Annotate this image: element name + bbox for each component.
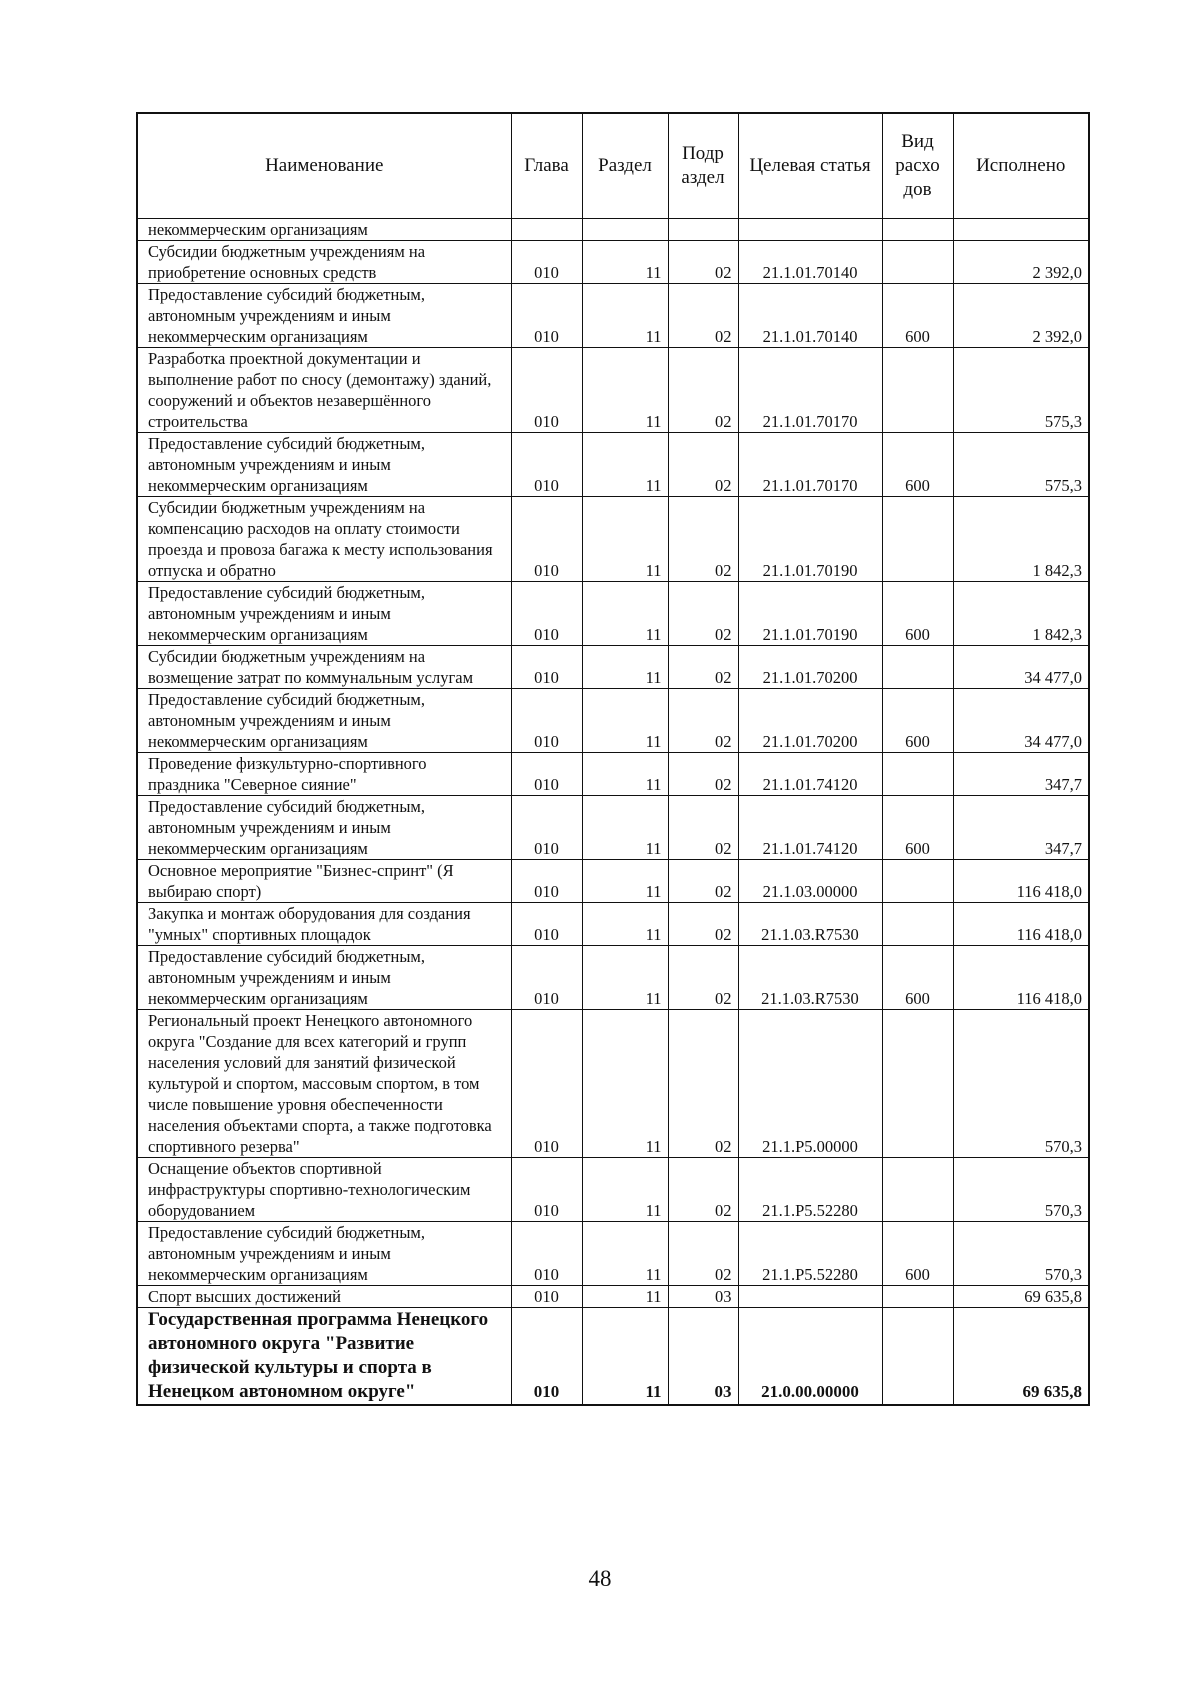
header-naimenovanie: Наименование — [137, 113, 511, 219]
row-glava-cell: 010 — [511, 582, 582, 646]
row-podrazdel-cell: 03 — [668, 1308, 738, 1406]
row-razdel-cell: 11 — [582, 860, 668, 903]
row-razdel-cell: 11 — [582, 241, 668, 284]
row-statya-cell — [738, 219, 882, 241]
row-statya-cell: 21.1.01.70200 — [738, 689, 882, 753]
row-podrazdel-cell: 02 — [668, 1010, 738, 1158]
row-ispolneno-cell: 116 418,0 — [953, 860, 1089, 903]
row-glava-cell: 010 — [511, 1158, 582, 1222]
row-name-cell: Предоставление субсидий бюджетным, автономным учреждениям и иным некоммерческим организациям — [137, 946, 511, 1010]
row-ispolneno-cell: 575,3 — [953, 433, 1089, 497]
row-ispolneno-cell: 69 635,8 — [953, 1308, 1089, 1406]
row-razdel-cell: 11 — [582, 753, 668, 796]
table-row — [137, 497, 1089, 582]
row-razdel-cell: 11 — [582, 796, 668, 860]
row-vid-cell — [882, 241, 953, 284]
row-name-cell: Предоставление субсидий бюджетным, автономным учреждениям и иным некоммерческим организациям — [137, 689, 511, 753]
row-podrazdel-cell: 02 — [668, 497, 738, 582]
header-glava: Глава — [511, 113, 582, 219]
row-podrazdel-cell: 02 — [668, 433, 738, 497]
header-razdel: Раздел — [582, 113, 668, 219]
row-podrazdel-cell: 02 — [668, 1158, 738, 1222]
row-statya-cell: 21.1.03.00000 — [738, 860, 882, 903]
header-podrazdel: Подр аздел — [668, 113, 738, 219]
row-ispolneno-cell: 1 842,3 — [953, 497, 1089, 582]
table-row — [137, 946, 1089, 1010]
row-ispolneno-cell: 570,3 — [953, 1158, 1089, 1222]
row-ispolneno-cell: 69 635,8 — [953, 1286, 1089, 1308]
row-glava-cell: 010 — [511, 1010, 582, 1158]
table-row — [137, 1010, 1089, 1158]
row-vid-cell: 600 — [882, 1222, 953, 1286]
row-statya-cell: 21.1.03.R7530 — [738, 946, 882, 1010]
budget-table — [136, 112, 1090, 1406]
row-name-cell: Предоставление субсидий бюджетным, автономным учреждениям и иным некоммерческим организациям — [137, 796, 511, 860]
row-vid-cell — [882, 753, 953, 796]
table-row — [137, 1308, 1089, 1406]
row-name-cell: Предоставление субсидий бюджетным, автономным учреждениям и иным некоммерческим организациям — [137, 582, 511, 646]
row-statya-cell: 21.1.P5.00000 — [738, 1010, 882, 1158]
table-row — [137, 796, 1089, 860]
row-name-cell: Государственная программа Ненецкого автономного округа "Развитие физической культуры и спорта в Ненецком автономном округе" — [137, 1308, 511, 1406]
row-statya-cell: 21.0.00.00000 — [738, 1308, 882, 1406]
row-statya-cell: 21.1.03.R7530 — [738, 903, 882, 946]
row-name-cell: Оснащение объектов спортивной инфраструктуры спортивно-технологическим оборудованием — [137, 1158, 511, 1222]
row-razdel-cell: 11 — [582, 689, 668, 753]
row-podrazdel-cell: 02 — [668, 1222, 738, 1286]
row-statya-cell: 21.1.01.70140 — [738, 284, 882, 348]
row-podrazdel-cell: 02 — [668, 582, 738, 646]
row-glava-cell: 010 — [511, 689, 582, 753]
row-vid-cell: 600 — [882, 946, 953, 1010]
row-vid-cell: 600 — [882, 582, 953, 646]
table-row — [137, 1158, 1089, 1222]
table-row — [137, 433, 1089, 497]
row-name-cell: Предоставление субсидий бюджетным, автономным учреждениям и иным некоммерческим организациям — [137, 284, 511, 348]
table-row — [137, 860, 1089, 903]
row-podrazdel-cell: 02 — [668, 689, 738, 753]
row-statya-cell: 21.1.01.70170 — [738, 348, 882, 433]
row-statya-cell — [738, 1286, 882, 1308]
row-razdel-cell: 11 — [582, 284, 668, 348]
header-celevaya-statya: Целевая статья — [738, 113, 882, 219]
table-row — [137, 689, 1089, 753]
row-name-cell: Предоставление субсидий бюджетным, автономным учреждениям и иным некоммерческим организациям — [137, 433, 511, 497]
row-vid-cell: 600 — [882, 689, 953, 753]
row-statya-cell: 21.1.P5.52280 — [738, 1222, 882, 1286]
row-name-cell: Разработка проектной документации и выполнение работ по сносу (демонтажу) зданий, сооружений и объектов незавершённого строительства — [137, 348, 511, 433]
row-razdel-cell — [582, 219, 668, 241]
row-glava-cell — [511, 219, 582, 241]
row-razdel-cell: 11 — [582, 903, 668, 946]
table-row — [137, 219, 1089, 241]
table-row — [137, 646, 1089, 689]
row-razdel-cell: 11 — [582, 348, 668, 433]
row-vid-cell — [882, 1010, 953, 1158]
page-number: 48 — [588, 1566, 612, 1591]
row-ispolneno-cell: 347,7 — [953, 753, 1089, 796]
row-podrazdel-cell: 02 — [668, 753, 738, 796]
row-ispolneno-cell: 570,3 — [953, 1222, 1089, 1286]
row-statya-cell: 21.1.01.70140 — [738, 241, 882, 284]
row-ispolneno-cell — [953, 219, 1089, 241]
table-row — [137, 348, 1089, 433]
row-podrazdel-cell: 03 — [668, 1286, 738, 1308]
row-vid-cell: 600 — [882, 433, 953, 497]
row-vid-cell — [882, 646, 953, 689]
row-ispolneno-cell: 34 477,0 — [953, 689, 1089, 753]
row-razdel-cell: 11 — [582, 1308, 668, 1406]
row-glava-cell: 010 — [511, 497, 582, 582]
row-statya-cell: 21.1.01.70170 — [738, 433, 882, 497]
row-glava-cell: 010 — [511, 903, 582, 946]
row-glava-cell: 010 — [511, 796, 582, 860]
row-razdel-cell: 11 — [582, 1286, 668, 1308]
row-glava-cell: 010 — [511, 946, 582, 1010]
row-glava-cell: 010 — [511, 1308, 582, 1406]
row-name-cell: Региональный проект Ненецкого автономного округа "Создание для всех категорий и групп населения условий для занятий физической культурой и спортом, массовым спортом, в том числе повышение уровня обеспеченности населения объектами спорта, а также подготовка спортивного резерва" — [137, 1010, 511, 1158]
row-name-cell: Субсидии бюджетным учреждениям на компенсацию расходов на оплату стоимости проезда и провоза багажа к месту использования отпуска и обратно — [137, 497, 511, 582]
row-glava-cell: 010 — [511, 646, 582, 689]
row-vid-cell — [882, 497, 953, 582]
row-podrazdel-cell: 02 — [668, 946, 738, 1010]
row-ispolneno-cell: 2 392,0 — [953, 241, 1089, 284]
row-podrazdel-cell: 02 — [668, 284, 738, 348]
row-vid-cell — [882, 1308, 953, 1406]
row-vid-cell: 600 — [882, 796, 953, 860]
table-row — [137, 1222, 1089, 1286]
row-podrazdel-cell: 02 — [668, 860, 738, 903]
row-ispolneno-cell: 116 418,0 — [953, 946, 1089, 1010]
table-row — [137, 284, 1089, 348]
table-row — [137, 753, 1089, 796]
row-vid-cell — [882, 348, 953, 433]
row-podrazdel-cell: 02 — [668, 646, 738, 689]
row-statya-cell: 21.1.P5.52280 — [738, 1158, 882, 1222]
row-name-cell: Субсидии бюджетным учреждениям на приобретение основных средств — [137, 241, 511, 284]
row-vid-cell — [882, 1158, 953, 1222]
row-vid-cell — [882, 860, 953, 903]
row-name-cell: Закупка и монтаж оборудования для создания "умных" спортивных площадок — [137, 903, 511, 946]
table-row — [137, 903, 1089, 946]
row-name-cell: Проведение физкультурно-спортивного праздника "Северное сияние" — [137, 753, 511, 796]
row-vid-cell — [882, 219, 953, 241]
row-statya-cell: 21.1.01.70190 — [738, 582, 882, 646]
row-podrazdel-cell: 02 — [668, 348, 738, 433]
row-razdel-cell: 11 — [582, 646, 668, 689]
row-glava-cell: 010 — [511, 753, 582, 796]
table-body — [137, 219, 1089, 1406]
row-podrazdel-cell: 02 — [668, 796, 738, 860]
row-ispolneno-cell: 116 418,0 — [953, 903, 1089, 946]
row-podrazdel-cell — [668, 219, 738, 241]
row-statya-cell: 21.1.01.74120 — [738, 796, 882, 860]
row-ispolneno-cell: 570,3 — [953, 1010, 1089, 1158]
row-name-cell: Субсидии бюджетным учреждениям на возмещение затрат по коммунальным услугам — [137, 646, 511, 689]
row-statya-cell: 21.1.01.74120 — [738, 753, 882, 796]
row-glava-cell: 010 — [511, 241, 582, 284]
row-ispolneno-cell: 2 392,0 — [953, 284, 1089, 348]
row-ispolneno-cell: 1 842,3 — [953, 582, 1089, 646]
row-ispolneno-cell: 575,3 — [953, 348, 1089, 433]
row-razdel-cell: 11 — [582, 433, 668, 497]
row-statya-cell: 21.1.01.70190 — [738, 497, 882, 582]
row-vid-cell — [882, 903, 953, 946]
row-statya-cell: 21.1.01.70200 — [738, 646, 882, 689]
header-vid-rashodov: Вид расхо дов — [882, 113, 953, 219]
row-ispolneno-cell: 34 477,0 — [953, 646, 1089, 689]
row-name-cell: Основное мероприятие "Бизнес-спринт" (Я выбираю спорт) — [137, 860, 511, 903]
table-row — [137, 241, 1089, 284]
row-razdel-cell: 11 — [582, 1158, 668, 1222]
row-razdel-cell: 11 — [582, 1010, 668, 1158]
row-glava-cell: 010 — [511, 1222, 582, 1286]
table-header-row — [137, 113, 1089, 219]
table-row — [137, 1286, 1089, 1308]
row-name-cell: Предоставление субсидий бюджетным, автономным учреждениям и иным некоммерческим организациям — [137, 1222, 511, 1286]
row-razdel-cell: 11 — [582, 582, 668, 646]
row-ispolneno-cell: 347,7 — [953, 796, 1089, 860]
row-glava-cell: 010 — [511, 348, 582, 433]
row-razdel-cell: 11 — [582, 1222, 668, 1286]
row-glava-cell: 010 — [511, 860, 582, 903]
row-vid-cell — [882, 1286, 953, 1308]
row-vid-cell: 600 — [882, 284, 953, 348]
row-name-cell: Спорт высших достижений — [137, 1286, 511, 1308]
row-glava-cell: 010 — [511, 433, 582, 497]
row-glava-cell: 010 — [511, 1286, 582, 1308]
row-name-cell: некоммерческим организациям — [137, 219, 511, 241]
row-razdel-cell: 11 — [582, 497, 668, 582]
header-ispolneno: Исполнено — [953, 113, 1089, 219]
row-razdel-cell: 11 — [582, 946, 668, 1010]
table-row — [137, 582, 1089, 646]
row-glava-cell: 010 — [511, 284, 582, 348]
row-podrazdel-cell: 02 — [668, 903, 738, 946]
row-podrazdel-cell: 02 — [668, 241, 738, 284]
